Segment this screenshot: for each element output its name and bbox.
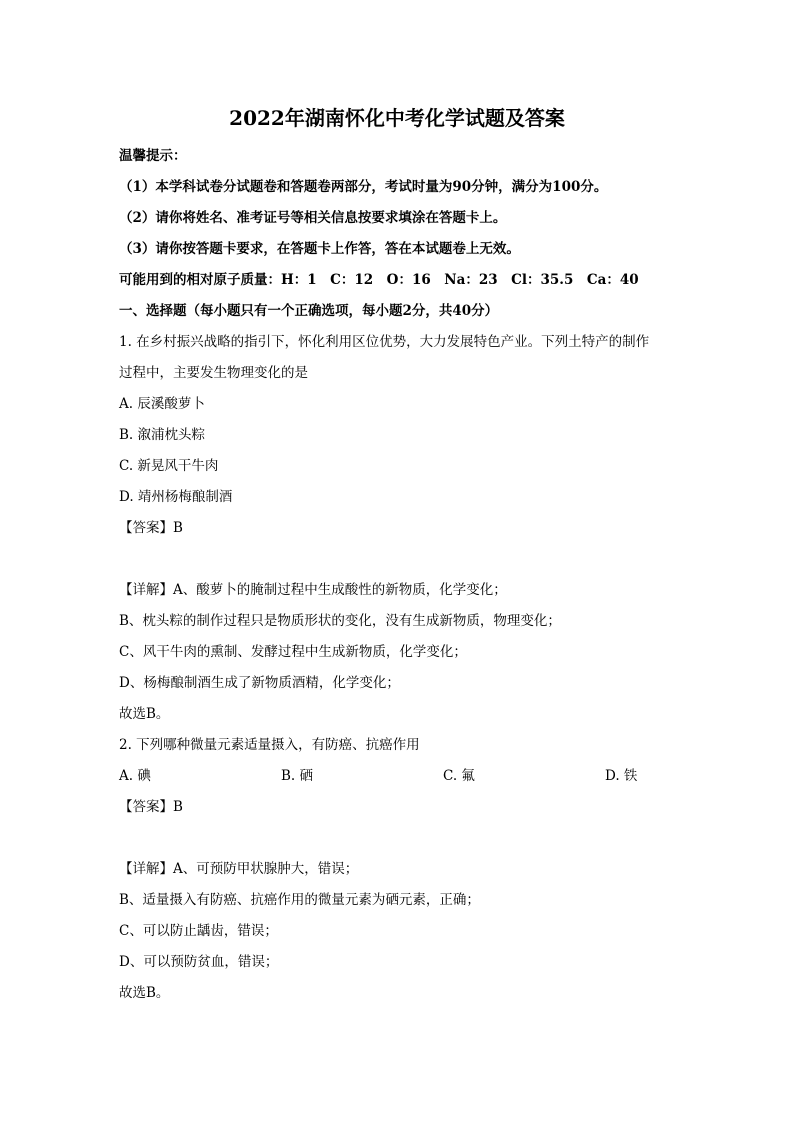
- q1-answer: 【答案】B: [119, 520, 183, 536]
- q1-stem-line2: 过程中，主要发生物理变化的是: [119, 365, 308, 381]
- q1-option-b: B. 溆浦枕头粽: [119, 427, 206, 443]
- q1-explain-2: B、枕头粽的制作过程只是物质形状的变化，没有生成新物质，物理变化；: [119, 613, 561, 629]
- q1-explain-3: C、风干牛肉的熏制、发酵过程中生成新物质，化学变化；: [119, 644, 467, 660]
- q2-explain-4: D、可以预防贫血，错误；: [119, 954, 279, 970]
- q2-explain-1: 【详解】A、可预防甲状腺肿大，错误；: [119, 861, 359, 877]
- q2-explain-2: B、适量摄入有防癌、抗癌作用的微量元素为硒元素，正确；: [119, 892, 480, 908]
- q1-option-c: C. 新晃风干牛肉: [119, 458, 219, 474]
- q1-explain-conclusion: 故选B。: [119, 706, 170, 722]
- q2-explain-3: C、可以防止龋齿，错误；: [119, 923, 278, 939]
- q2-answer: 【答案】B: [119, 799, 183, 815]
- tip-item-1: （1）本学科试卷分试题卷和答题卷两部分，考试时量为90分钟，满分为100分。: [119, 179, 608, 195]
- q1-stem-line1: 1. 在乡村振兴战略的指引下，怀化利用区位优势，大力发展特色产业。下列土特产的制作: [119, 334, 650, 350]
- q2-stem: 2. 下列哪种微量元素适量摄入，有防癌、抗癌作用: [119, 737, 420, 753]
- q1-explain-1: 【详解】A、酸萝卜的腌制过程中生成酸性的新物质，化学变化；: [119, 582, 507, 598]
- q2-explain-conclusion: 故选B。: [119, 985, 170, 1001]
- q1-explain-4: D、杨梅酿制酒生成了新物质酒精，化学变化；: [119, 675, 400, 691]
- q2-option-d: D. 铁: [605, 768, 638, 784]
- tip-item-2: （2）请你将姓名、准考证号等相关信息按要求填涂在答题卡上。: [119, 210, 507, 226]
- tip-item-3: （3）请你按答题卡要求，在答题卡上作答，答在本试题卷上无效。: [119, 241, 520, 257]
- q2-option-a: A. 碘: [119, 768, 151, 784]
- q2-option-b: B. 硒: [281, 768, 314, 784]
- tips-heading: 温馨提示：: [119, 148, 187, 164]
- q1-option-a: A. 辰溪酸萝卜: [119, 396, 205, 412]
- section-heading: 一、选择题（每小题只有一个正确选项，每小题2分，共40分）: [119, 303, 499, 319]
- q1-option-d: D. 靖州杨梅酿制酒: [119, 489, 233, 505]
- document-title: 2022年湖南怀化中考化学试题及答案: [229, 106, 565, 130]
- q2-option-c: C. 氟: [443, 768, 475, 784]
- atomic-mass-line: 可能用到的相对原子质量：H：1 C：12 O：16 Na：23 Cl：35.5 Ca：40: [119, 272, 639, 288]
